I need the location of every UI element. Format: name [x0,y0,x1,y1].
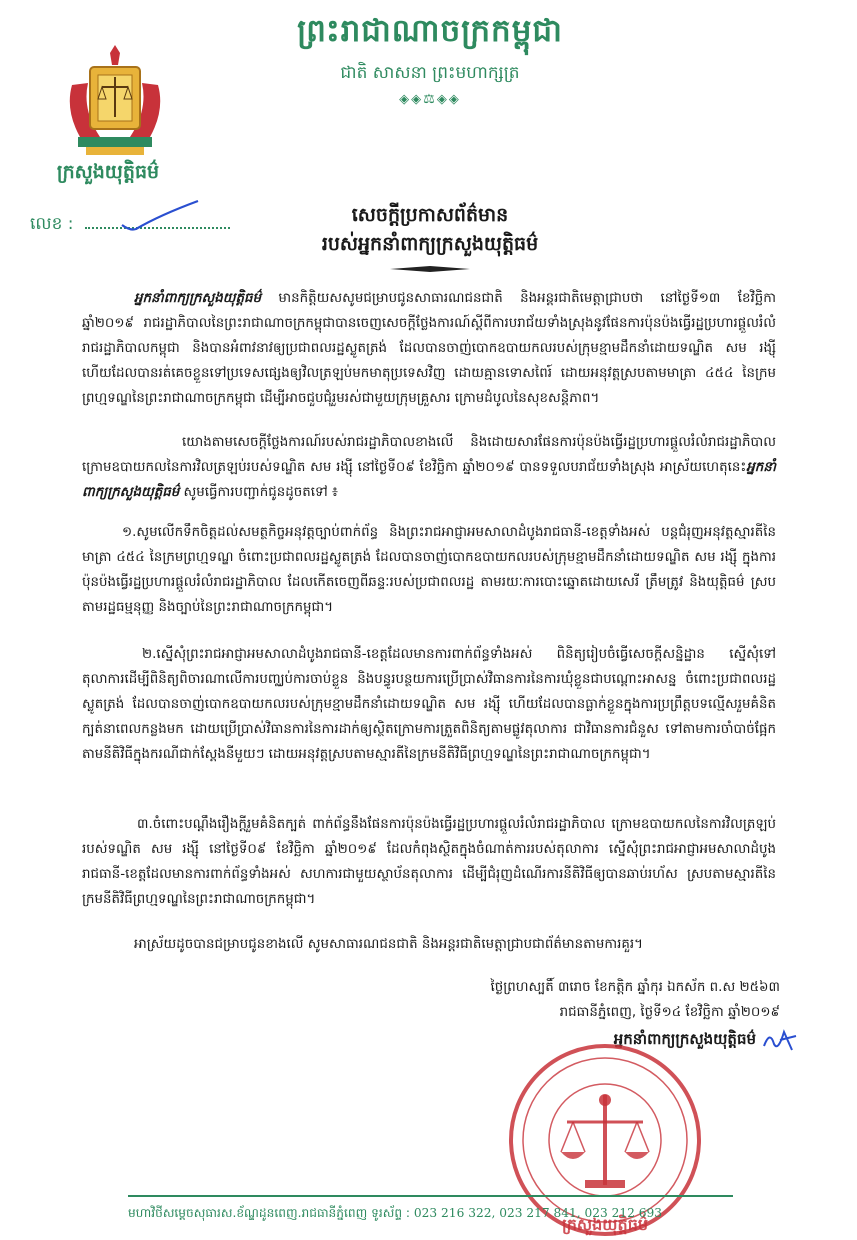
ministry-name: ក្រសួងយុត្តិធម៌ [56,161,160,183]
paragraph-reference-end: សូមធ្វើការបញ្ជាក់ជូនដូចតទៅ ៖ [179,485,338,500]
spokesperson-name-inline: អ្នកនាំពាក្យក្រសួងយុត្តិធម៌ [82,460,776,500]
kingdom-title: ព្រះរាជាណាចក្រកម្ពុជា [297,13,563,49]
paragraph-reference-text: យោងតាមសេចក្តីថ្លែងការណ៍របស់រាជរដ្ឋាភិបាលខាងលើ និងដោយសារផែនការប៉ុនប៉ងធ្វើរដ្ឋប្រហារផ្តួលរំលំរាជរដ្ឋាភិបាល ក្រោមឧបាយកលនៃការវិលត្រឡប់របស់ទណ្ឌិត សម រង្ស៊ី នៅថ្ងៃទី០៩ ខែវិច្ឆិកា ឆ្នាំ២០១៩ បានទទួលបរាជ័យទាំងស្រុង អាស្រ័យហេតុនេះ [82,435,776,475]
header-ornament: ◈◈⚖◈◈ [399,92,461,107]
stamp-text: ក្រសួងយុត្តិធម៌ [561,1215,649,1234]
handwritten-signature [760,1024,800,1054]
lunar-date: ថ្ងៃព្រហស្បតិ៍ ៣រោច ខែកត្តិក ឆ្នាំកុរ ឯកស័ក ព.ស ២៥៦៣ [490,980,780,995]
checkmark-icon [120,195,200,235]
closing-paragraph: អាស្រ័យដូចបានជម្រាបជូនខាងលើ សូមសាធារណជនជាតិ និងអន្តរជាតិមេត្តាជ្រាបជាព័ត៌មានតាមការគួរ។ [134,937,643,952]
reference-number-label: លេខ : [30,214,74,234]
footer-divider [128,1195,733,1197]
paragraph-reference [82,430,776,505]
document-subtitle: របស់អ្នកនាំពាក្យក្រសួងយុត្តិធម៌ [321,233,539,255]
footer-address: មហាវិថីសម្តេចសុធារស.ខ័ណ្ឌដូនពេញ.រាជធានីភ្នំពេញ ទូរស័ព្ទ : [128,1206,411,1220]
point-2: ២.ស្នើសុំព្រះរាជអាជ្ញាអមសាលាដំបូងរាជធានី-ខេត្តដែលមានការពាក់ព័ន្ធទាំងអស់ ពិនិត្យរៀបចំធ្វើសេចក្តីសន្និដ្ឋាន ស្នើសុំទៅតុលាការដើម្បីពិនិត្យពិចារណាលើការបញ្ឈប់ការចាប់ខ្លួន និងបន្ធូរបន្ថយការប្រើប្រាស់វិធានការនៃការឃុំខ្លួនជាបណ្តោះអាសន្ន ចំពោះប្រជាពលរដ្ឋស្លូតត្រង់ ដែលបានចាញ់បោកឧបាយកលរបស់ក្រុមខ្មាមដឹកនាំដោយទណ្ឌិត សម រង្ស៊ី ហើយដែលបានធ្លាក់ខ្លួនក្នុងការប្រព្រឹត្តបទល្មើសរួមគំនិតក្បត់នាពេលកន្លងមក ដោយប្រើប្រាស់វិធានការនៃការដាក់ឲ្យស្ថិតក្រោមការត្រួតពិនិត្យតាមផ្លូវតុលាការ ជាវិធានការជំនួស ទៅតាមការចាំបាច់ផ្អែកតាមនីតិវិធីក្នុងករណីជាក់ស្តែងនីមួយៗ ដោយអនុវត្តស្របតាមស្មារតីនៃក្រមនីតិវិធីព្រហ្មទណ្ឌនៃព្រះរាជាណាចក្រកម្ពុជា។ [82,647,776,762]
national-motto: ជាតិ សាសនា ព្រះមហាក្សត្រ [340,63,520,83]
footer-phones: 023 216 322, 023 217 841, 023 212 693 [413,1206,663,1220]
point-1: ១.សូមលើកទឹកចិត្តដល់សមត្ថកិច្ចអនុវត្តច្បាប់ពាក់ព័ន្ធ និងព្រះរាជអាជ្ញាអមសាលាដំបូងរាជធានី-ខេត្តទាំងអស់ បន្តជំរុញអនុវត្តស្មារតីនៃមាត្រា ៤៥៤ នៃក្រមព្រហ្មទណ្ឌ ចំពោះប្រជាពលរដ្ឋស្លូតត្រង់ ដែលបានចាញ់បោកឧបាយកលរបស់ក្រុមខ្មាមដឹកនាំដោយទណ្ឌិត សម រង្ស៊ី ក្នុងការប៉ុនប៉ងធ្វើរដ្ឋប្រហារផ្តួលរំលំរាជរដ្ឋាភិបាល ដែលកើតចេញពីឆន្ទៈរបស់ប្រជាពលរដ្ឋ តាមរយៈការបោះឆ្នោតដោយសេរី ត្រឹមត្រូវ និងយុត្តិធម៌ ស្របតាមរដ្ឋធម្មនុញ្ញ និងច្បាប់នៃព្រះរាជាណាចក្រកម្ពុជា។ [82,525,776,615]
title-divider [390,264,470,274]
paragraph-intro-text: មានកិត្តិយសសូមជម្រាបជូនសាធារណជនជាតិ និងអន្តរជាតិមេត្តាជ្រាបថា នៅថ្ងៃទី១៣ ខែវិច្ឆិកា ឆ្នាំ២០១៩ រាជរដ្ឋាភិបាលនៃព្រះរាជាណាចក្រកម្ពុជាបានចេញសេចក្តីថ្លែងការណ៍ស្តីពីការបរាជ័យទាំងស្រុងនូវផែនការប៉ុនប៉ងធ្វើរដ្ឋប្រហារផ្តួលរំលំរាជរដ្ឋាភិបាលកម្ពុជា និងបានអំពាវនាវឲ្យប្រជាពលរដ្ឋស្លូតត្រង់ ដែលបានចាញ់បោកឧបាយកលរបស់ក្រុមខ្មាមដឹកនាំដោយទណ្ឌិត សម រង្ស៊ី ហើយដែលបានរត់គេចខ្លួនទៅប្រទេសផ្សេងឲ្យវិលត្រឡប់មកមាតុប្រទេសវិញ ដោយគ្មានទោសពៃរ៍ ដោយអនុវត្តស្របតាមមាត្រា ៤៥៤ នៃក្រមព្រហ្មទណ្ឌនៃព្រះរាជាណាចក្រកម្ពុជា ដើម្បីអាចជួបជុំរួមរស់ជាមួយក្រុមគ្រួសារ ក្រោមដំបូលនៃសុខសន្តិភាព។ [82,291,776,406]
ministry-emblem-icon [60,45,170,160]
point-3: ៣.ចំពោះបណ្តឹងរឿងក្តីរួមគំនិតក្បត់ ពាក់ព័ន្ធនឹងផែនការប៉ុនប៉ងធ្វើរដ្ឋប្រហារផ្តួលរំលំរាជរដ្ឋាភិបាល ក្រោមឧបាយកលនៃការវិលត្រឡប់របស់ទណ្ឌិត សម រង្ស៊ី នៅថ្ងៃទី០៩ ខែវិច្ឆិកា ឆ្នាំ២០១៩ ដែលកំពុងស្ថិតក្នុងចំណាត់ការរបស់តុលាការ ស្នើសុំព្រះរាជអាជ្ញាអមសាលាដំបូងរាជធានី-ខេត្តដែលមានការពាក់ព័ន្ធទាំងអស់ សហការជាមួយស្ថាប័នតុលាការ ដើម្បីជំរុញដំណើរការនីតិវិធីឲ្យបានឆាប់រហ័ស ស្របតាមស្មារតីនៃក្រមនីតិវិធីព្រហ្មទណ្ឌនៃព្រះរាជាណាចក្រកម្ពុជា។ [82,817,776,907]
signer-title: អ្នកនាំពាក្យក្រសួងយុត្តិធម៌ [613,1030,756,1048]
footer-contact [128,1205,748,1223]
document-title: សេចក្តីប្រកាសព័ត៌មាន [351,204,509,226]
paragraph-intro [82,286,776,411]
spokesperson-name: អ្នកនាំពាក្យក្រសួងយុត្តិធម៌ [134,291,261,306]
solar-date: រាជធានីភ្នំពេញ, ថ្ងៃទី១៤ ខែវិច្ឆិកា ឆ្នាំ២០១៩ [559,1005,780,1020]
